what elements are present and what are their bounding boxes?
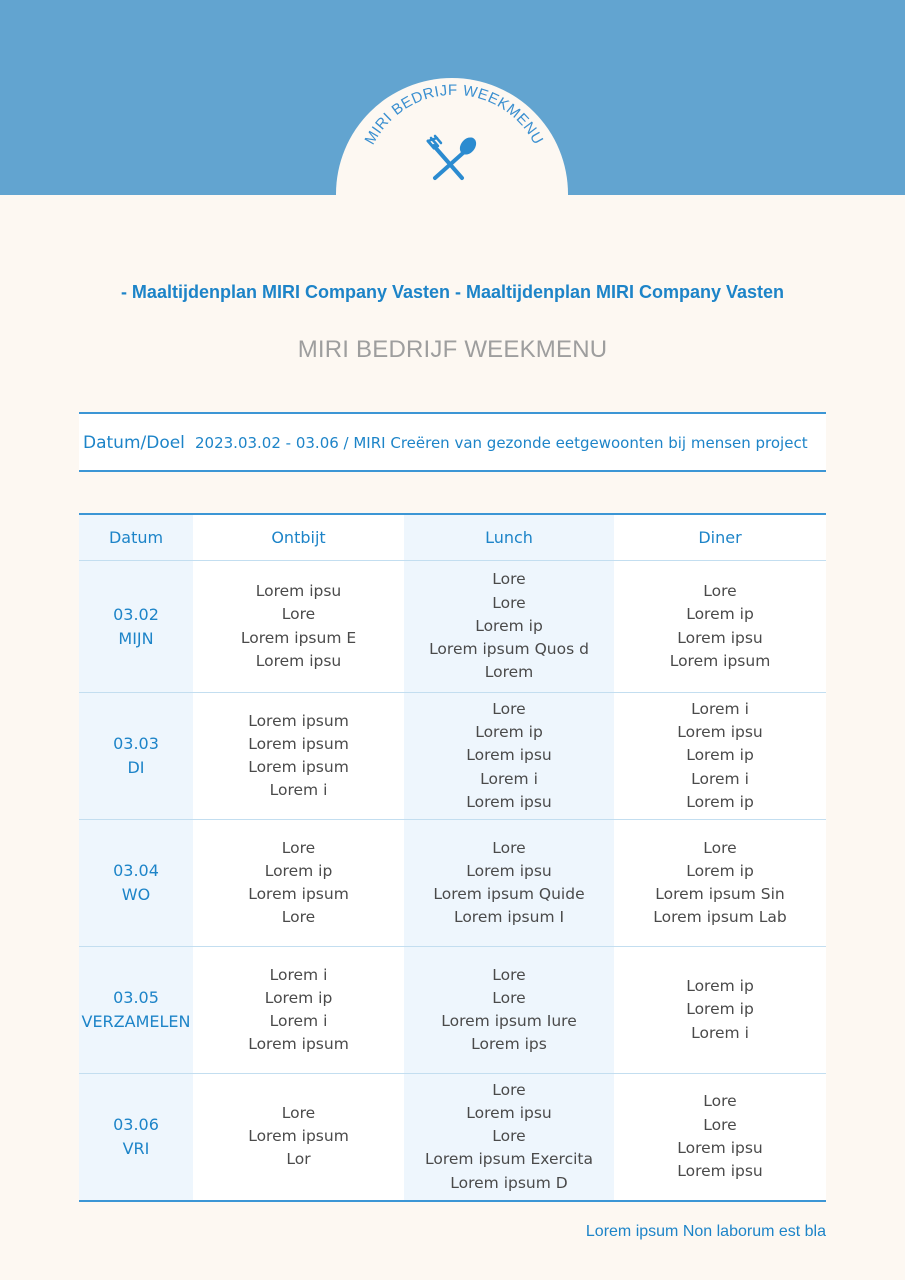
menu-item: Lorem ip: [686, 792, 754, 811]
menu-item: Lore: [492, 570, 526, 589]
menu-item: Lore: [492, 1127, 526, 1146]
date-goal-value: 2023.03.02 - 03.06 / MIRI Creëren van gezonde eetgewoonten bij mensen project: [195, 434, 808, 452]
menu-item: Lorem i: [691, 1023, 749, 1042]
menu-item: Lorem ipsum: [248, 1127, 349, 1146]
menu-item: Lorem ipsum Quos d: [429, 640, 589, 659]
menu-item: Lore: [492, 699, 526, 718]
menu-item: Lorem ipsum: [248, 1035, 349, 1054]
lunch-cell: [404, 947, 614, 1074]
diner-cell: [614, 561, 826, 693]
ontbijt-cell: [193, 693, 404, 820]
menu-item: Lorem ipsum E: [240, 628, 357, 647]
date-cell: [79, 820, 193, 947]
menu-item: Lore: [492, 965, 526, 984]
table-row: [79, 1074, 826, 1201]
menu-item: Lorem ipsum I: [453, 908, 565, 927]
menu-item: Lorem ipsu: [466, 1103, 552, 1122]
menu-item: Lor: [286, 1150, 311, 1169]
menu-item: Lore: [492, 838, 526, 857]
date-cell: [79, 1074, 193, 1201]
table-row: [79, 561, 826, 693]
weekmenu-table: [79, 513, 826, 1202]
menu-item: Lorem ipsu: [466, 861, 552, 880]
menu-item: Lorem ipsu: [677, 1138, 763, 1157]
menu-item: Lorem ips: [471, 1035, 547, 1054]
menu-item: Lore: [492, 593, 526, 612]
menu-item: Lorem ipsum: [248, 758, 349, 776]
day-name: VERZAMELEN: [81, 1012, 191, 1031]
page-title: MIRI BEDRIJF WEEKMENU: [297, 336, 608, 363]
menu-item: Lorem ipsu: [255, 582, 342, 601]
menu-item: Lorem ipsum Quide: [433, 885, 585, 903]
lunch-cell: [404, 693, 614, 820]
menu-item: Lorem ip: [686, 977, 754, 996]
menu-item: Lore: [492, 1080, 526, 1099]
header-lunch: Lunch: [404, 514, 614, 561]
menu-item: Lorem ip: [686, 605, 754, 624]
footer-note: Lorem ipsum Non laborum est bla: [585, 1223, 826, 1240]
diner-cell: [614, 820, 826, 947]
date-goal-label: Datum/Doel: [83, 433, 185, 453]
menu-item: Lorem ipsu: [466, 792, 552, 811]
menu-item: Lorem i: [691, 769, 749, 788]
menu-item: Lorem ipsum Exercita: [425, 1150, 593, 1169]
menu-item: Lorem i: [269, 1012, 328, 1030]
menu-item: Lorem ipsu: [677, 628, 763, 647]
menu-item: Lorem i: [269, 781, 328, 800]
table-row: [79, 820, 826, 947]
menu-item: Lore: [703, 1115, 737, 1134]
menu-item: Lore: [703, 1092, 737, 1111]
ontbijt-cell: [193, 820, 404, 947]
day-name: MIJN: [118, 628, 154, 648]
menu-item: Lorem ipsum: [248, 711, 349, 730]
menu-item: Lorem ipsu: [677, 723, 763, 742]
menu-item: Lore: [281, 1103, 316, 1122]
menu-item: Lorem ip: [686, 1000, 754, 1019]
menu-item: Lore: [703, 582, 737, 601]
menu-item: Lore: [703, 838, 737, 857]
menu-item: Lorem ip: [686, 746, 754, 765]
menu-item: Lore: [281, 908, 316, 927]
menu-item: Lorem ipsum Iure: [441, 1012, 577, 1030]
menu-item: Lore: [281, 838, 316, 857]
date-cell: [79, 947, 193, 1074]
menu-item: Lorem ipsum D: [450, 1173, 568, 1192]
menu-item: Lorem ipsum Lab: [653, 908, 787, 927]
menu-item: Lorem ipsu: [677, 1161, 763, 1180]
menu-item: Lorem ip: [475, 723, 543, 742]
header-diner: Diner: [614, 514, 826, 561]
menu-item: Lorem ipsum: [248, 885, 349, 903]
menu-item: Lorem i: [269, 965, 328, 984]
menu-item: Lorem ipsum: [248, 734, 349, 753]
diner-cell: [614, 693, 826, 820]
lunch-cell: [404, 561, 614, 693]
date-value: 03.06: [113, 1114, 159, 1134]
menu-item: Lorem ipsum: [669, 651, 771, 670]
date-value: 03.03: [113, 734, 159, 753]
table-row: [79, 693, 826, 820]
menu-item: Lorem ip: [264, 861, 333, 880]
day-name: WO: [121, 885, 151, 904]
day-name: DI: [127, 758, 145, 777]
date-goal-bar: [79, 412, 826, 472]
date-value: 03.02: [113, 604, 159, 624]
lunch-cell: [404, 1074, 614, 1201]
menu-item: Lore: [281, 605, 316, 624]
menu-item: Lorem: [484, 663, 534, 682]
ontbijt-cell: [193, 561, 404, 693]
table-row: [79, 947, 826, 1074]
menu-item: Lorem ipsum Sin: [655, 885, 785, 903]
date-value: 03.05: [113, 988, 159, 1007]
plan-marquee: - Maaltijdenplan MIRI Company Vasten - Maaltijdenplan MIRI Company Vasten: [120, 282, 785, 302]
menu-item: Lorem i: [691, 699, 749, 718]
header-datum: Datum: [79, 514, 193, 561]
menu-item: Lorem ip: [264, 988, 333, 1007]
menu-item: Lorem i: [480, 769, 538, 788]
emblem-graphic: [336, 78, 568, 208]
menu-item: Lorem ip: [475, 616, 543, 635]
menu-item: Lorem ipsu: [255, 651, 342, 670]
menu-item: Lorem ipsu: [466, 746, 552, 765]
weekmenu-body: [79, 561, 826, 1201]
menu-item: Lorem ip: [686, 861, 754, 880]
table-header-row: [79, 514, 826, 561]
ontbijt-cell: [193, 1074, 404, 1201]
date-cell: [79, 561, 193, 693]
date-value: 03.04: [113, 861, 159, 880]
lunch-cell: [404, 820, 614, 947]
diner-cell: [614, 1074, 826, 1201]
diner-cell: [614, 947, 826, 1074]
emblem-arc-text: MIRI BEDRIJF WEEKMENU: [361, 81, 547, 148]
fork-spoon-icon: [428, 134, 479, 178]
date-cell: [79, 693, 193, 820]
menu-item: Lore: [492, 988, 526, 1007]
header-ontbijt: Ontbijt: [193, 514, 404, 561]
ontbijt-cell: [193, 947, 404, 1074]
day-name: VRI: [122, 1138, 150, 1158]
